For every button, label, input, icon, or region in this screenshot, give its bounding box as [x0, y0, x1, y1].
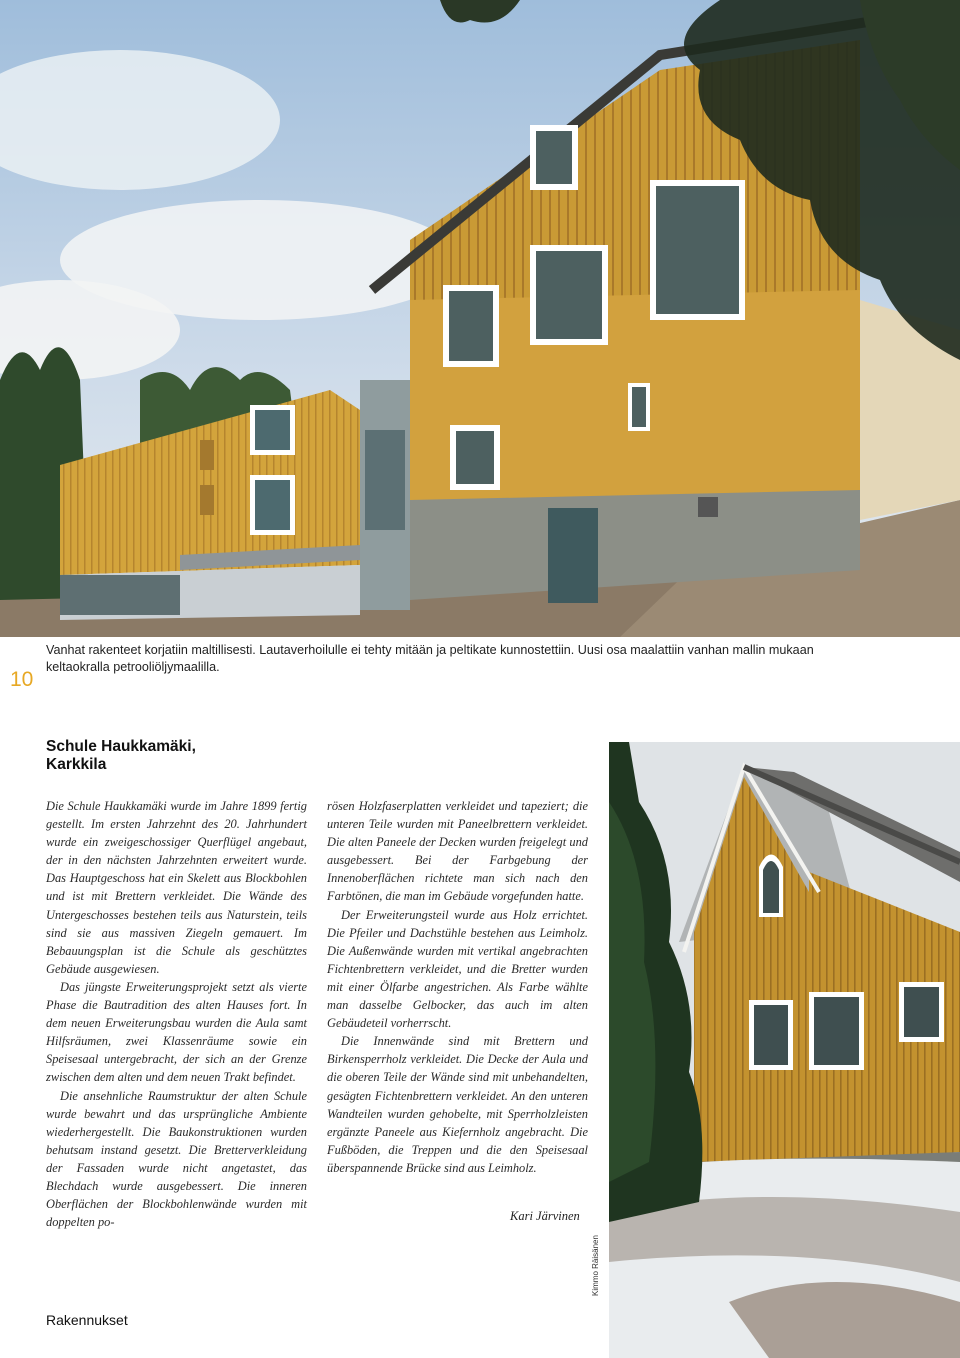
paragraph: Die Schule Haukkamäki wurde im Jahre 1899 fertig gestellt. Im ersten Jahrzehnt des 20. Jahrhundert wurde ein zweigeschossiger Querflügel angebaut, der in den nächsten Jahrzehnten erweitert wurde. Das Hauptgeschoss hat ein Skelett aus Blockbohlen und ist mit Brettern verkleidet. Die Wände des Untergeschosses bestehen teils aus Naturstein, teils sind sie aus massiven Ziegeln gemauert. Im Bebauungsplan ist die Schule als geschütztes Gebäude ausgewiesen.	[46, 799, 307, 976]
article-title-line-2: Karkkila	[46, 756, 107, 773]
body-column-right	[327, 797, 588, 1177]
photo-caption: Vanhat rakenteet korjatiin maltillisesti. Lautaverhoilulle ei tehty mitään ja peltikate kunnostettiin. Uusi osa maalattiin vanhan mallin mukaan keltaokralla petrooliöljymaalilla.	[46, 643, 814, 674]
top-photo-school-exterior	[0, 0, 960, 637]
paragraph: Die Innenwände sind mit Brettern und Birkensperrholz verkleidet. Die Decke der Aula und die oberen Teile der Wände sind mit unbehandelten, gesägten Fichtenbrettern verkleidet. An den unteren Wandteilen wurden gehobelte, mit Sperrholzleisten ergänzte Paneele aus Kiefernholz angebracht. Die Fußböden, die Treppen und die den Speisesaal überspannende Brücke sind aus Leimholz.	[327, 1034, 588, 1175]
paragraph: Das jüngste Erweiterungsprojekt setzt als vierte Phase die Bautradition des alten Hauses fort. In dem neuen Erweiterungsbau wurden die Aula samt Hilfsräumen, zwei Klassenräume sowie ein Speisesaal untergebracht, der sich an der Grenze zwischen dem alten und dem neuen Trakt befindet.	[46, 979, 307, 1085]
page-number: 10	[10, 668, 34, 691]
photo-credit: Kimmo Räisänen	[591, 1235, 600, 1296]
paragraph: Die ansehnliche Raumstruktur der alten Schule wurde bewahrt und das ursprüngliche Ambiente wiederhergestellt. Die Baukonstruktionen wurden behutsam instand gesetzt. Die Bretterverkleidung der Fassaden wurde nicht angetastet, das Blechdach wurde ausgebessert. Die inneren Oberflächen der Blockbohlenwände wurden mit doppelten po-	[46, 1088, 307, 1230]
section-footer: Rakennukset	[46, 1312, 128, 1328]
article-title	[46, 738, 196, 774]
article-title-line-1: Schule Haukkamäki,	[46, 738, 196, 755]
paragraph: rösen Holzfaserplatten verkleidet und tapeziert; die unteren Teile wurden mit Paneelbrettern verkleidet. Die alten Paneele der Decken wurden freigelegt und ausgebessert. Bei der Farbgebung der Innenoberflächen richtete man sich nach den Farbtönen, die man im Gebäude vorgefunden hatte.	[327, 799, 588, 904]
paragraph: Der Erweiterungsteil wurde aus Holz errichtet. Die Pfeiler und Dachstühle bestehen aus Leimholz. Die Außenwände wurden mit vertikal angebrachten Fichtenbrettern verkleidet, und die Bretter wurden mit einer Ölfarbe angestrichen. Als Farbe wählte man dasselbe Gelbocker, das auch im alten Gebäudeteil vorherrscht.	[327, 907, 588, 1031]
side-photo-school-building	[609, 742, 960, 1358]
author-name: Kari Järvinen	[510, 1209, 580, 1223]
body-column-left	[46, 797, 307, 1231]
